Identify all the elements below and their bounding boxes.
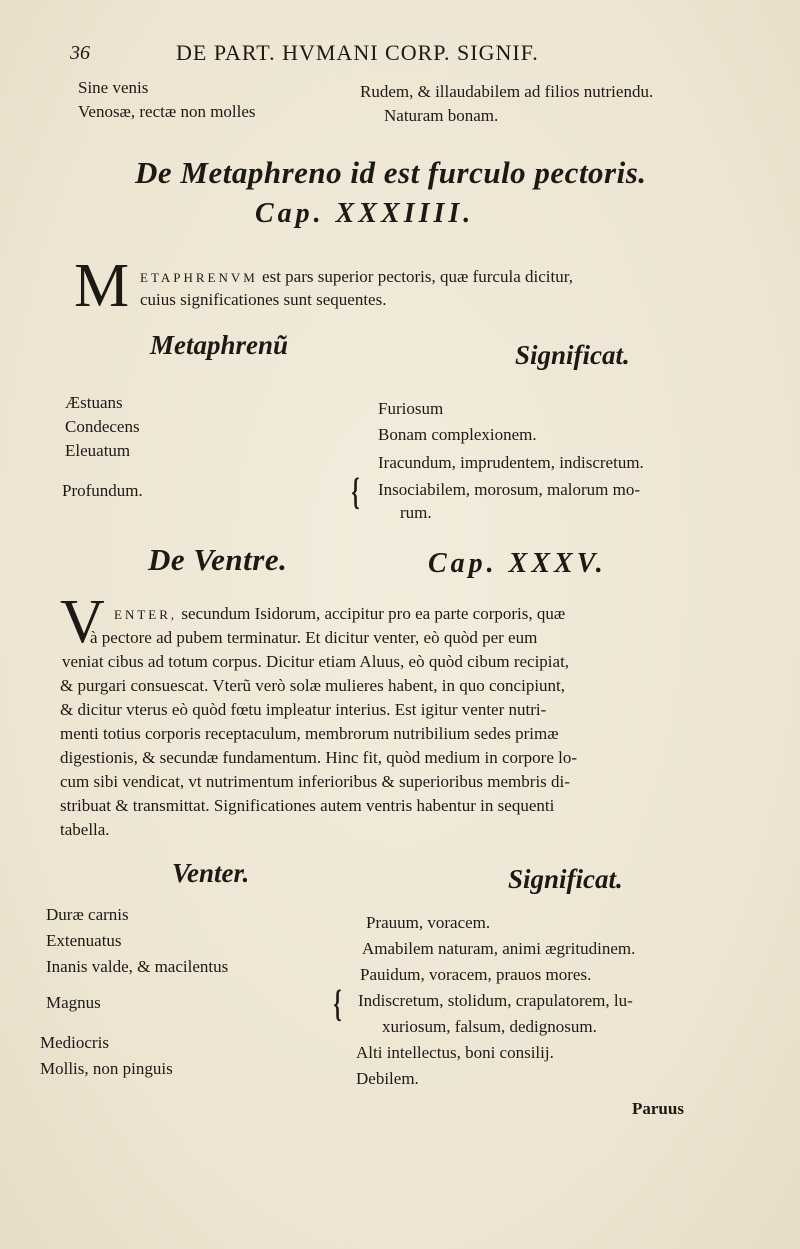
s2-left-item-6: Mollis, non pinguis (40, 1059, 173, 1078)
s1-right-item-5: rum. (400, 503, 432, 522)
s2-left-item-2: Extenuatus (46, 931, 122, 950)
running-title: DE PART. HVMANI CORP. SIGNIF. (176, 40, 539, 65)
s1-right-item-2: Bonam complexionem. (378, 425, 537, 444)
section1-line1-text: est pars superior pectoris, quæ furcula dicitur, (262, 267, 573, 286)
s2-right-item-3: Pauidum, voracem, prauos mores. (360, 965, 592, 984)
s1-left-item-4: Profundum. (62, 481, 143, 500)
top-row-right-1: Rudem, & illaudabilem ad filios nutriendu. (360, 82, 654, 101)
s2-right-item-4: Indiscretum, stolidum, crapulatorem, lu- (358, 991, 633, 1010)
section2-line4: & purgari consuescat. Vterũ verò solæ mulieres habent, in quo concipiunt, (60, 676, 566, 695)
s2-right-item-7: Debilem. (356, 1069, 419, 1088)
section2-left-header: Venter. (172, 858, 250, 888)
section2-line6: menti totius corporis receptaculum, membrorum nutribilium sedes primæ (60, 724, 559, 743)
section1-chapter: Cap. XXXIIII. (255, 198, 475, 229)
section1-left-header: Metaphrenũ (150, 330, 289, 360)
section2-line10: tabella. (60, 820, 110, 839)
section1-line2: cuius significationes sunt sequentes. (140, 290, 387, 309)
page-number: 36 (70, 42, 90, 64)
section1-lead-caps: ETAPHRENVM (140, 270, 258, 285)
section2-title: De Ventre. (148, 542, 288, 577)
top-row-right-2: Naturam bonam. (384, 106, 499, 125)
s1-left-item-1: Æstuans (65, 393, 123, 412)
section1-title: De Metaphreno id est furculo pectoris. (135, 155, 647, 190)
section2-line1 (114, 604, 565, 624)
s2-right-item-5: xuriosum, falsum, dedignosum. (382, 1017, 597, 1036)
top-row-left-1: Sine venis (78, 78, 149, 97)
s2-left-item-5: Mediocris (40, 1033, 109, 1052)
section1-dropcap: M (74, 252, 130, 320)
s2-right-item-2: Amabilem naturam, animi ægritudinem. (362, 939, 636, 958)
section2-lead-caps: ENTER, (114, 607, 178, 622)
s2-left-item-1: Duræ carnis (46, 905, 129, 924)
section2-line5: & dicitur vterus eò quòd fœtu impleatur interius. Est igitur venter nutri- (60, 700, 547, 719)
section1-right-header: Significat. (515, 340, 630, 370)
section2-line8: cum sibi vendicat, vt nutrimentum inferioribus & superioribus membris di- (60, 772, 570, 791)
s1-right-item-1: Furiosum (378, 399, 444, 418)
section2-line9: stribuat & transmittat. Significationes autem ventris habentur in sequenti (60, 796, 555, 815)
section2-chapter: Cap. XXXV. (428, 548, 607, 579)
section2-line3: veniat cibus ad totum corpus. Dicitur etiam Aluus, eò quòd cibum recipiat, (62, 652, 570, 671)
s1-right-item-4: Insociabilem, morosum, malorum mo- (378, 480, 641, 499)
section1-line1 (140, 267, 573, 287)
section2-right-header: Significat. (508, 864, 623, 894)
catchword: Paruus (632, 1099, 684, 1118)
s1-right-item-3: Iracundum, imprudentem, indiscretum. (378, 453, 644, 472)
s2-right-item-1: Prauum, voracem. (366, 913, 491, 932)
section2-line2: à pectore ad pubem terminatur. Et dicitur venter, eò quòd per eum (90, 628, 538, 647)
s2-right-item-6: Alti intellectus, boni consilij. (356, 1043, 554, 1062)
section2-dropcap: V (60, 588, 105, 656)
section2-line1-text: secundum Isidorum, accipitur pro ea parte corporis, quæ (181, 604, 566, 623)
top-row-left-2: Venosæ, rectæ non molles (78, 102, 256, 121)
section2-line7: digestionis, & secundæ fundamentum. Hinc fit, quòd medium in corpore lo- (60, 748, 577, 767)
s2-left-item-3: Inanis valde, & macilentus (46, 957, 229, 976)
s2-left-item-4: Magnus (46, 993, 101, 1012)
s2-brace: { (333, 983, 342, 1025)
s1-left-item-2: Condecens (65, 417, 140, 436)
s1-left-item-3: Eleuatum (65, 441, 131, 460)
s1-brace: { (351, 471, 360, 513)
